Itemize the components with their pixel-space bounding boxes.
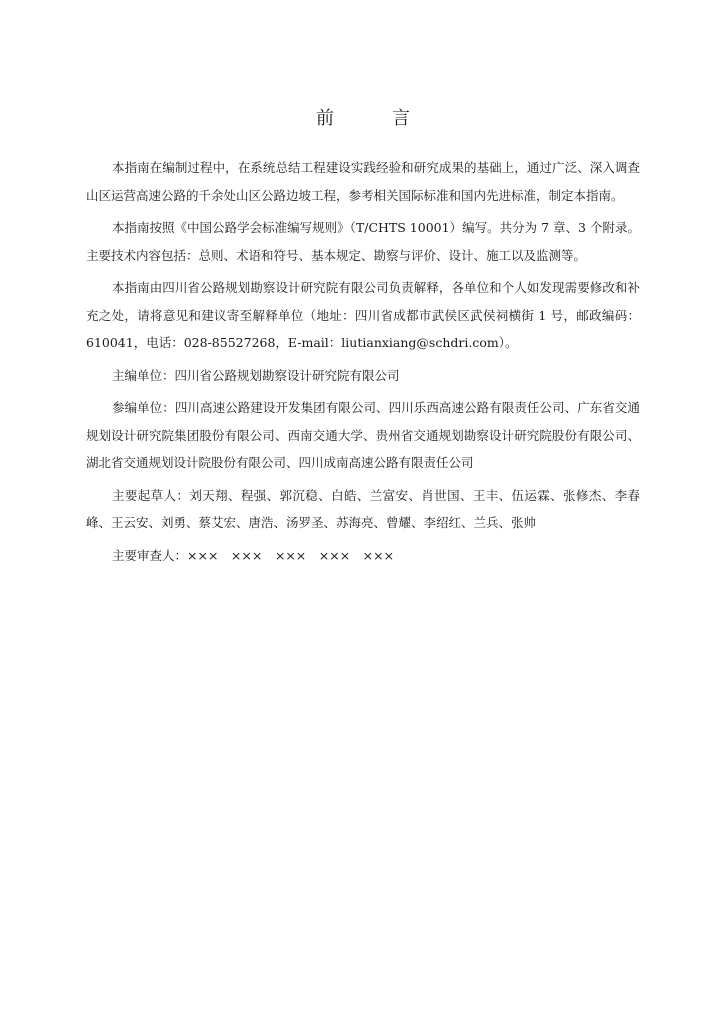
chief-editor-unit: 主编单位：四川省公路规划勘察设计研究院有限公司 bbox=[112, 367, 400, 383]
document-page bbox=[86, 104, 640, 574]
contact-paragraph: 本指南由四川省公路规划勘察设计研究院有限公司负责解释，各单位和个人如发现需要修改和补充之处，请将意见和建议寄至解释单位（地址：四川省成都市武侯区武侯祠横街 1 号，邮政编码：610041，电话：028-85527268，E-mail：liutianxiang@schdri.com）。 bbox=[86, 280, 640, 350]
intro-paragraph: 本指南在编制过程中，在系统总结工程建设实践经验和研究成果的基础上，通过广泛、深入调查山区运营高速公路的千余处山区公路边坡工程，参考相关国际标准和国内先进标准，制定本指南。 bbox=[86, 160, 640, 203]
main-reviewers: 主要审查人：××× ××× ××× ××× ××× bbox=[112, 547, 395, 563]
page-title: 前 言 bbox=[316, 108, 430, 129]
structure-paragraph: 本指南按照《中国公路学会标准编写规则》（T/CHTS 10001）编写。共分为 7 章、3 个附录。主要技术内容包括：总则、术语和符号、基本规定、勘察与评价、设计、施工以及监测等。 bbox=[86, 220, 640, 263]
main-drafters: 主要起草人：刘天翔、程强、郭沉稳、白皓、兰富安、肖世国、王丰、伍运霖、张修杰、李春峰、王云安、刘勇、蔡艾宏、唐浩、汤罗圣、苏海亮、曾耀、李绍红、兰兵、张帅 bbox=[86, 487, 640, 530]
participating-units: 参编单位：四川高速公路建设开发集团有限公司、四川乐西高速公路有限责任公司、广东省交通规划设计研究院集团股份有限公司、西南交通大学、贵州省交通规划勘察设计研究院股份有限公司、湖北省交通规划设计院股份有限公司、四川成南高速公路有限责任公司 bbox=[86, 400, 640, 470]
